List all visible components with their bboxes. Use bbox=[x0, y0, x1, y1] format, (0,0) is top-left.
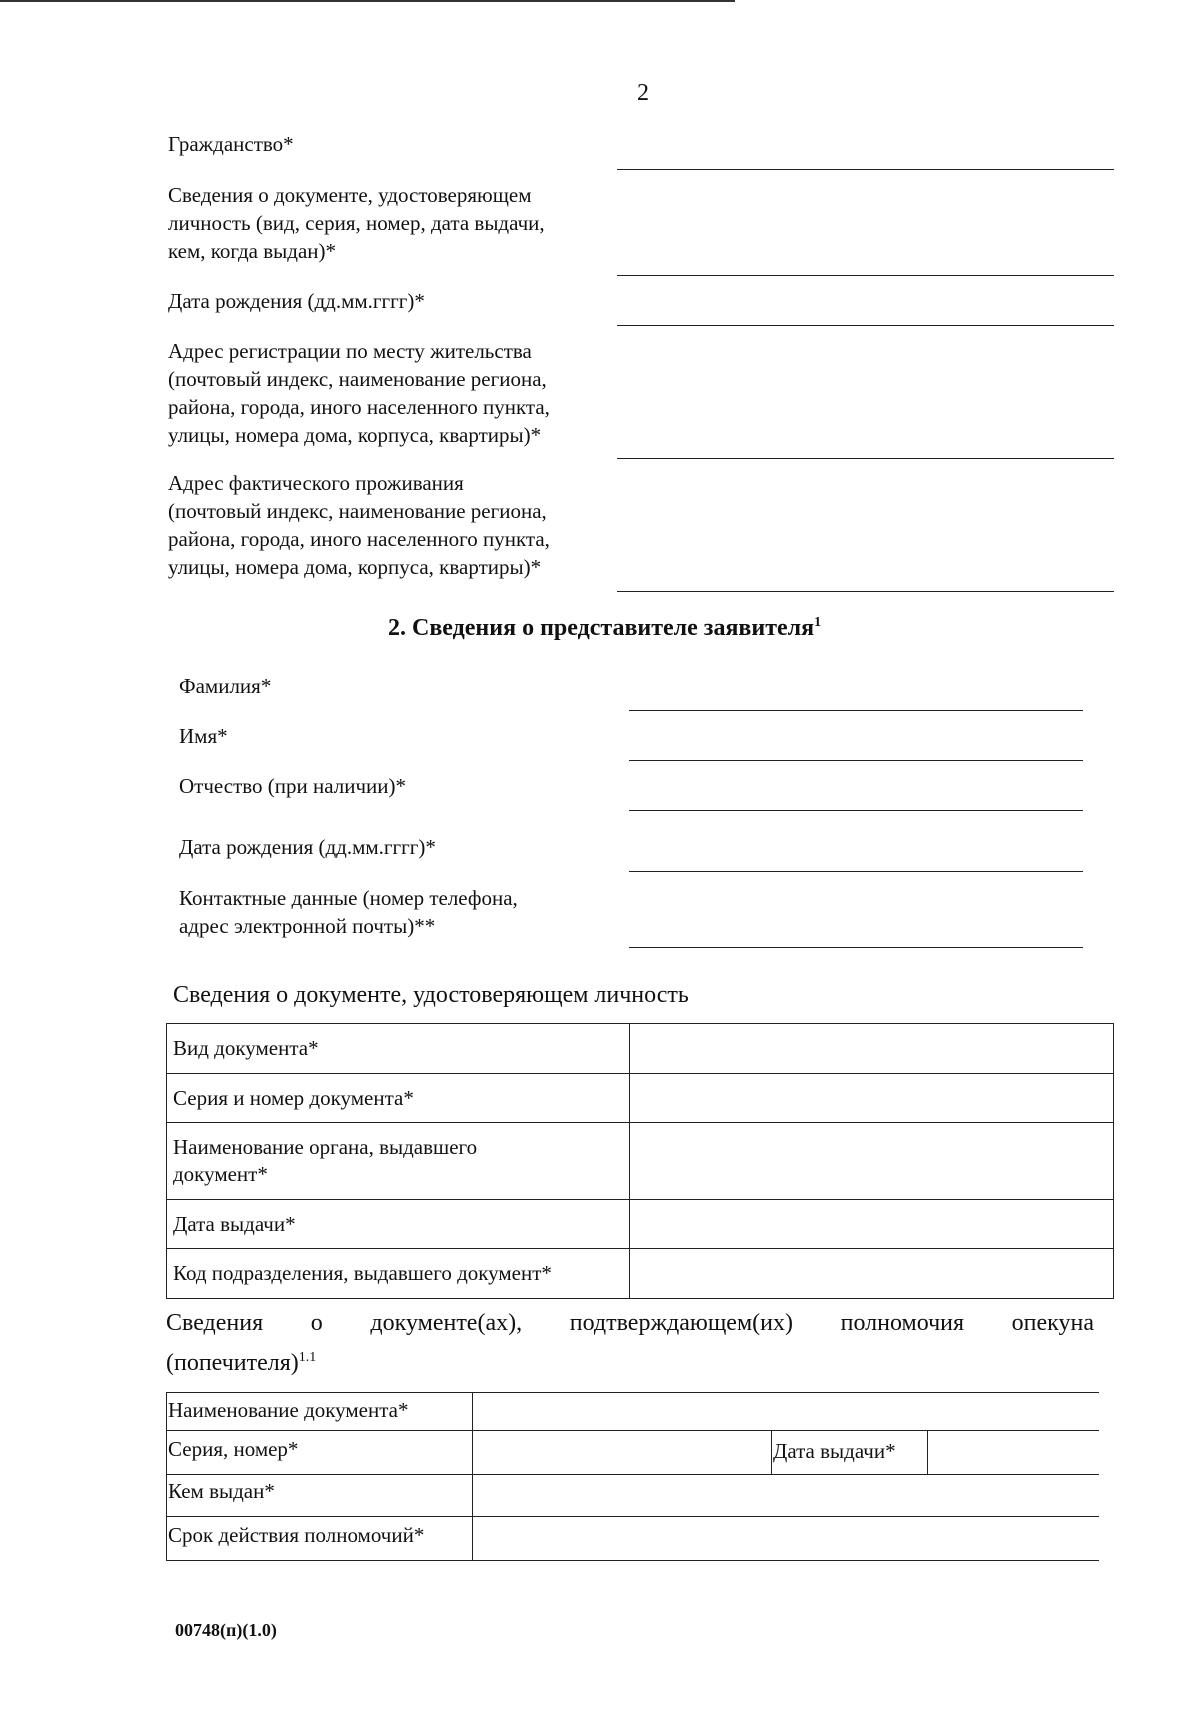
id-doc-type-label: Вид документа* bbox=[167, 1024, 630, 1074]
actual-address-input-line[interactable] bbox=[617, 591, 1114, 592]
rep-contacts-label: Контактные данные (номер телефона, адрес электронной почты)** bbox=[179, 886, 518, 938]
form-code: 00748(п)(1.0) bbox=[175, 1620, 277, 1640]
id-doc-table bbox=[166, 1023, 1114, 1299]
citizenship-label: Гражданство* bbox=[168, 132, 294, 156]
id-doc-issue-date-cell[interactable] bbox=[629, 1200, 1113, 1249]
rep-surname-label: Фамилия* bbox=[179, 674, 272, 698]
table-row bbox=[167, 1123, 1114, 1200]
id-doc-issue-date-label: Дата выдачи* bbox=[167, 1200, 630, 1249]
rep-name-label: Имя* bbox=[179, 724, 228, 748]
id-doc-issuer-cell[interactable] bbox=[629, 1123, 1113, 1200]
auth-term-label: Срок действия полномочий* bbox=[168, 1523, 425, 1547]
page-number: 2 bbox=[637, 80, 649, 106]
id-doc-series-number-label: Серия и номер документа* bbox=[167, 1074, 630, 1123]
rep-patronymic-input-line[interactable] bbox=[629, 810, 1083, 811]
id-doc-type-cell[interactable] bbox=[629, 1024, 1113, 1074]
birth-date-input-line[interactable] bbox=[617, 325, 1114, 326]
rep-contacts-input-line[interactable] bbox=[629, 947, 1083, 948]
actual-address-label: Адрес фактического проживания (почтовый индекс, наименование региона, района, города, иного населенного пункта, улицы, номера дома, корпуса, квартиры)* bbox=[168, 471, 550, 579]
auth-issued-by-label: Кем выдан* bbox=[168, 1479, 275, 1503]
auth-series-number-cell[interactable] bbox=[474, 1431, 770, 1473]
registration-address-input-line[interactable] bbox=[617, 458, 1114, 459]
auth-doc-name-cell[interactable] bbox=[474, 1393, 1099, 1429]
auth-issue-date-cell[interactable] bbox=[929, 1431, 1099, 1473]
auth-issued-by-cell[interactable] bbox=[474, 1475, 1099, 1515]
table-row bbox=[167, 1074, 1114, 1123]
rep-name-input-line[interactable] bbox=[629, 760, 1083, 761]
table-row bbox=[167, 1024, 1114, 1074]
registration-address-label: Адрес регистрации по месту жительства (почтовый индекс, наименование региона, района, города, иного населенного пункта, улицы, номера дома, корпуса, квартиры)* bbox=[168, 339, 550, 447]
id-doc-division-code-cell[interactable] bbox=[629, 1249, 1113, 1299]
table-row bbox=[167, 1249, 1114, 1299]
id-doc-series-number-cell[interactable] bbox=[629, 1074, 1113, 1123]
authority-title-line2: (попечителя)$^{1.1}$ bbox=[166, 1350, 317, 1376]
rep-surname-input-line[interactable] bbox=[629, 710, 1083, 711]
citizenship-input-line[interactable] bbox=[617, 169, 1114, 170]
identity-doc-input-line[interactable] bbox=[617, 275, 1114, 276]
rep-patronymic-label: Отчество (при наличии)* bbox=[179, 774, 406, 798]
id-doc-title: Сведения о документе, удостоверяющем личность bbox=[173, 982, 689, 1008]
auth-doc-name-label: Наименование документа* bbox=[168, 1398, 409, 1422]
identity-doc-label: Сведения о документе, удостоверяющем личность (вид, серия, номер, дата выдачи, кем, когда выдан)* bbox=[168, 183, 545, 263]
auth-term-cell[interactable] bbox=[474, 1517, 1099, 1559]
top-edge-line bbox=[0, 0, 735, 2]
id-doc-issuer-label: Наименование органа, выдавшего документ* bbox=[167, 1123, 630, 1200]
authority-title: Сведения о документе(ах), подтверждающем(их) полномочия опекуна bbox=[166, 1310, 1094, 1336]
section2-title: 2. Сведения о представителе заявителя$^1$ bbox=[388, 615, 822, 641]
rep-birth-date-label: Дата рождения (дд.мм.гггг)* bbox=[179, 835, 436, 859]
table-row bbox=[167, 1200, 1114, 1249]
birth-date-label: Дата рождения (дд.мм.гггг)* bbox=[168, 289, 425, 313]
auth-series-number-label: Серия, номер* bbox=[168, 1437, 299, 1461]
auth-issue-date-label: Дата выдачи* bbox=[773, 1439, 896, 1463]
id-doc-division-code-label: Код подразделения, выдавшего документ* bbox=[167, 1249, 630, 1299]
rep-birth-date-input-line[interactable] bbox=[629, 871, 1083, 872]
